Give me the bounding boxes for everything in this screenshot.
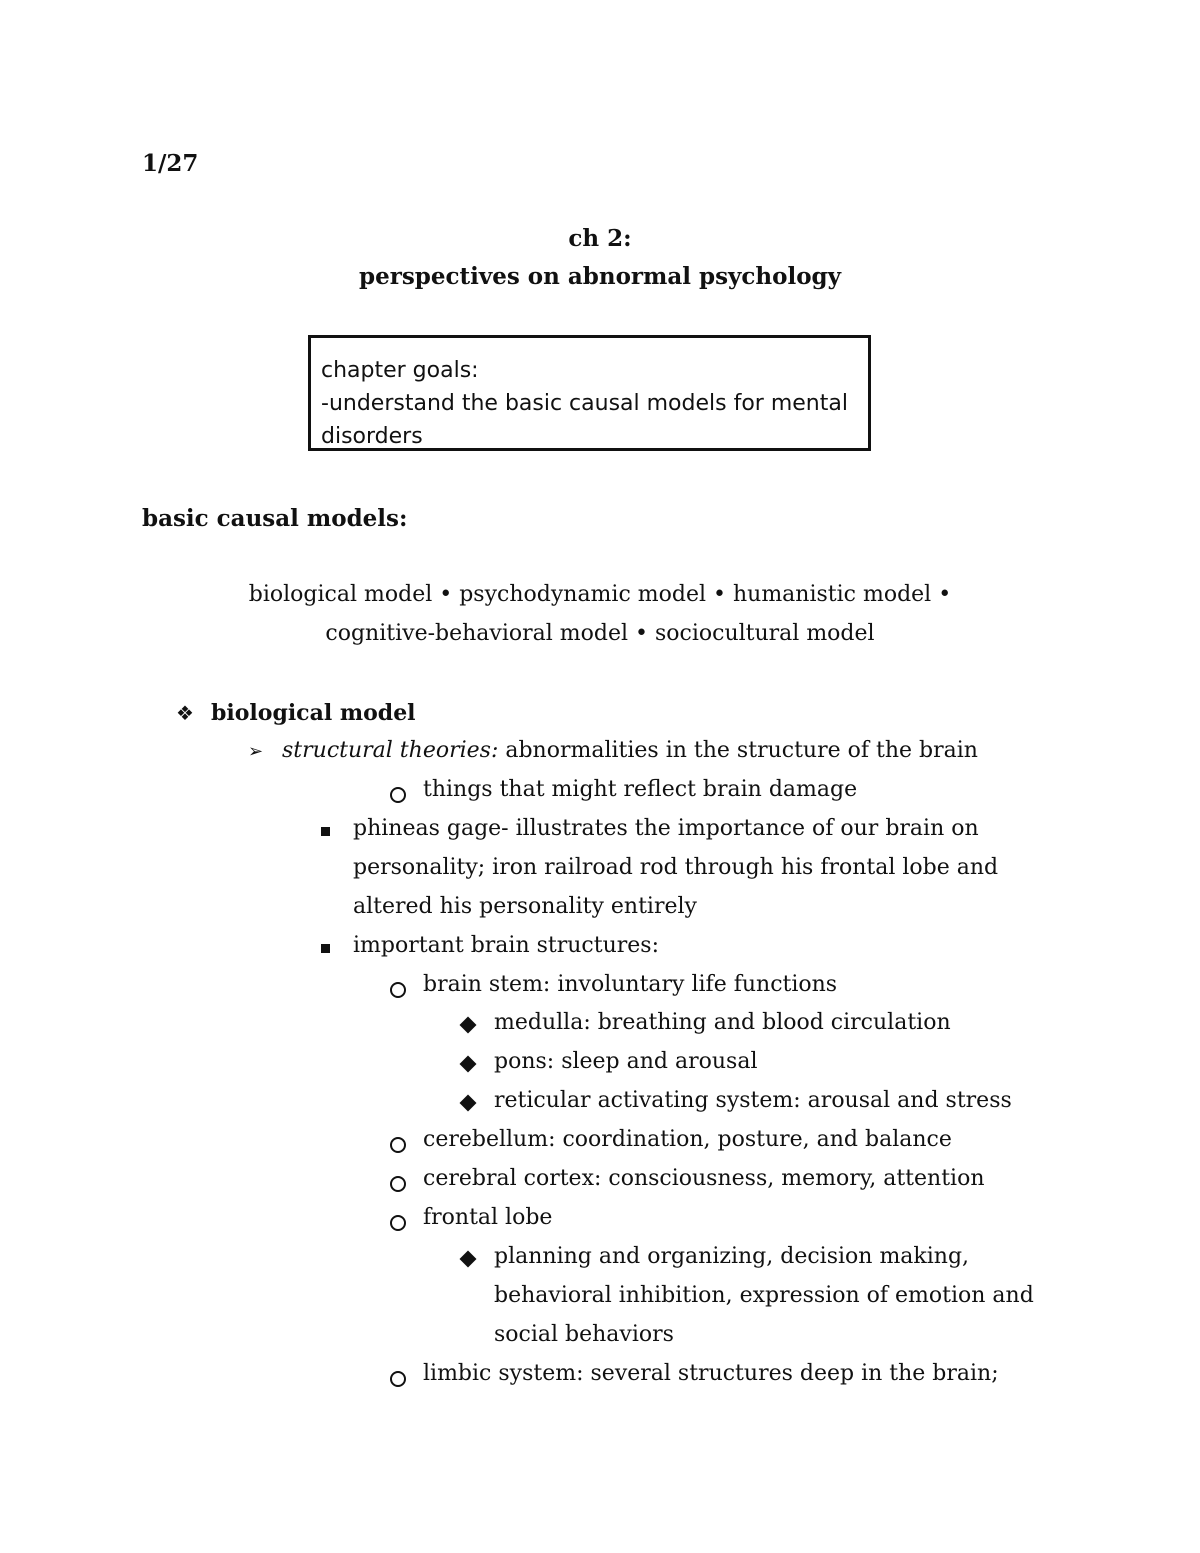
circle-bullet-icon <box>390 787 406 803</box>
square-bullet-icon <box>321 944 330 953</box>
circle-bullet-icon <box>390 1137 406 1153</box>
goals-line: -understand the basic causal models for mental <box>321 391 848 416</box>
goals-line: disorders <box>321 424 423 449</box>
outline-item-frontal-functions-cont: social behaviors <box>494 1322 674 1347</box>
chapter-number: ch 2: <box>568 225 632 252</box>
outline-item-brain-stem: brain stem: involuntary life functions <box>423 972 838 997</box>
outline-item-phineas-gage-cont: altered his personality entirely <box>353 894 697 919</box>
outline-item-brain-damage: things that might reflect brain damage <box>423 777 858 802</box>
outline-item-medulla: medulla: breathing and blood circulation <box>494 1010 951 1035</box>
outline-item-important-structures: important brain structures: <box>353 933 660 958</box>
diamond-bullet-icon <box>460 1251 477 1268</box>
outline-item-pons: pons: sleep and arousal <box>494 1049 758 1074</box>
four-diamond-bullet-icon: ❖ <box>176 701 194 725</box>
outline-item-structural-theories <box>282 738 978 763</box>
outline-item-frontal-functions-cont: behavioral inhibition, expression of emotion and <box>494 1283 1034 1308</box>
outline-item-phineas-gage: phineas gage- illustrates the importance of our brain on <box>353 816 979 841</box>
circle-bullet-icon <box>390 1176 406 1192</box>
causal-models-list: cognitive-behavioral model • sociocultural model <box>325 621 875 646</box>
structural-theories-label: structural theories: <box>282 738 499 763</box>
outline-item-limbic-system: limbic system: several structures deep in the brain; <box>423 1361 999 1386</box>
page-date: 1/27 <box>142 150 199 177</box>
diamond-bullet-icon <box>460 1056 477 1073</box>
outline-item-phineas-gage-cont: personality; iron railroad rod through his frontal lobe and <box>353 855 999 880</box>
outline-item-cerebral-cortex: cerebral cortex: consciousness, memory, attention <box>423 1166 985 1191</box>
diamond-bullet-icon <box>460 1017 477 1034</box>
arrow-bullet-icon: ➢ <box>248 741 264 762</box>
square-bullet-icon <box>321 827 330 836</box>
causal-models-list: biological model • psychodynamic model • humanistic model • <box>248 582 952 607</box>
outline-item-cerebellum: cerebellum: coordination, posture, and balance <box>423 1127 952 1152</box>
structural-theories-text: abnormalities in the structure of the brain <box>498 738 978 763</box>
circle-bullet-icon <box>390 982 406 998</box>
causal-models-heading: basic causal models: <box>142 505 408 532</box>
outline-item-frontal-functions: planning and organizing, decision making, <box>494 1244 970 1269</box>
outline-item-biological-model: biological model <box>211 700 416 726</box>
chapter-title: perspectives on abnormal psychology <box>358 263 842 290</box>
goals-heading: chapter goals: <box>321 358 479 383</box>
circle-bullet-icon <box>390 1215 406 1231</box>
circle-bullet-icon <box>390 1371 406 1387</box>
chapter-goals-box <box>308 335 871 451</box>
outline-item-frontal-lobe: frontal lobe <box>423 1205 553 1230</box>
outline-item-reticular: reticular activating system: arousal and stress <box>494 1088 1012 1113</box>
diamond-bullet-icon <box>460 1095 477 1112</box>
